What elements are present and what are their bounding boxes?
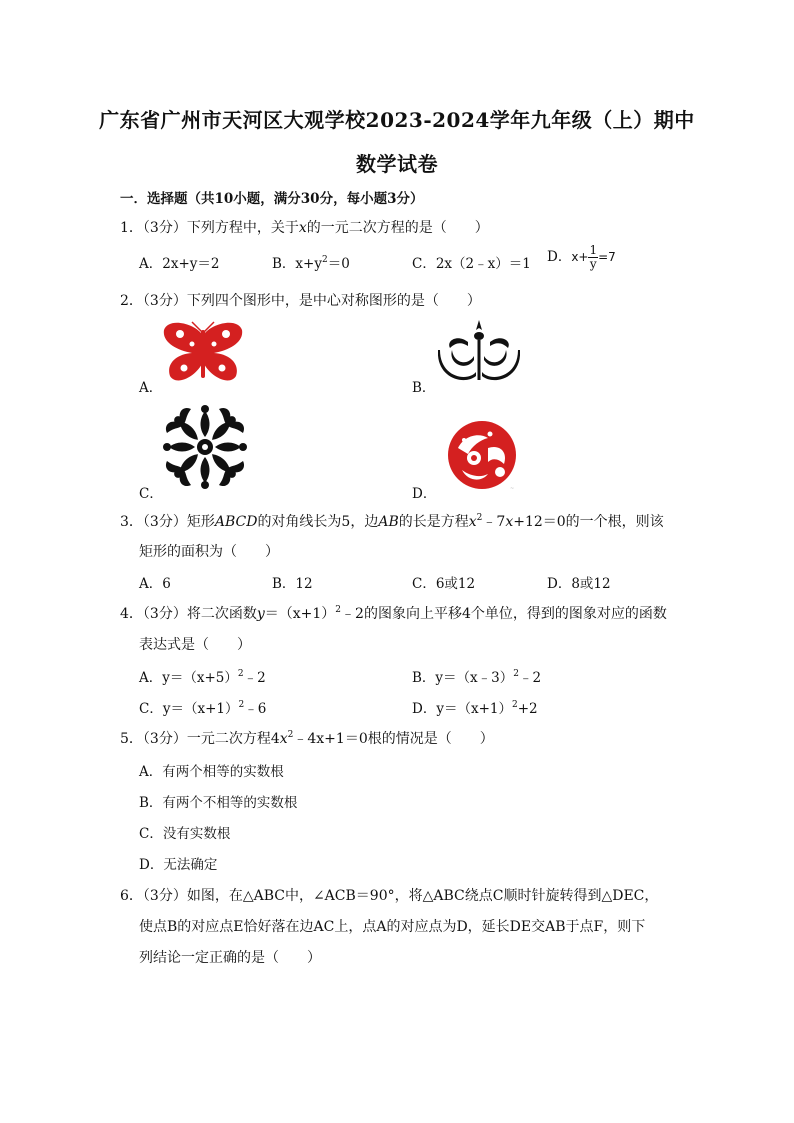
q2-option-d[interactable]: D． [412, 486, 437, 502]
q2-option-a[interactable]: A． [139, 380, 163, 396]
butterfly-figure[interactable] [162, 320, 244, 386]
q4-option-c[interactable]: C．$y=(x+1)^2﹣6$ [139, 700, 267, 717]
title-line-2: 数学试卷 [356, 152, 438, 176]
q2-option-b[interactable]: B． [412, 380, 436, 396]
q3-stem-line2: 矩形的面积为（ ） [139, 544, 279, 560]
ornament-figure[interactable] [438, 320, 520, 384]
q5-option-d[interactable]: D．无法确定 [139, 857, 218, 873]
q2-option-c[interactable]: C． [139, 486, 163, 502]
q5-stem: 5．（3分）一元二次方程$4x^2﹣4x+1=0$根的情况是（ ） [120, 730, 494, 747]
q1-option-d[interactable]: D．x+ $\frac{1}{y}$ =7 [547, 243, 616, 272]
q1-stem: 1．（3分）下列方程中，关于x的一元二次方程的是（ ） [120, 220, 489, 236]
q4-option-d[interactable]: D．$y=(x+1)^2+2$ [412, 700, 538, 717]
phoenix-figure[interactable] [444, 418, 524, 492]
q3-option-d[interactable]: D．8或12 [547, 576, 611, 592]
q6-stem-line1: 6．（3分）如图，在△ABC中，∠ACB＝90°，将△ABC绕点C顺时针旋转得到△DEC， [120, 888, 659, 904]
q4-option-a[interactable]: A．$y=(x+5)^2﹣2$ [139, 669, 266, 686]
q5-option-b[interactable]: B．有两个不相等的实数根 [139, 795, 298, 811]
q4-option-b[interactable]: B．y＝（x﹣3）$^2$﹣2 [412, 669, 542, 686]
q1-option-c[interactable]: C．2x（2﹣x）＝1 [412, 256, 531, 272]
q6-stem-line2: 使点B的对应点E恰好落在边AC上，点A的对应点为D，延长DE交AB于点F，则下 [139, 919, 646, 935]
snowflake-figure[interactable] [162, 404, 248, 490]
q3-option-b[interactable]: B．12 [272, 576, 313, 592]
q4-stem-line2: 表达式是（ ） [139, 637, 251, 653]
section-heading: 一．选择题（共10小题，满分30分，每小题3分） [120, 191, 424, 207]
svg-text:~: ~ [510, 486, 515, 492]
q5-option-c[interactable]: C．没有实数根 [139, 826, 231, 842]
q3-option-c[interactable]: C．6或12 [412, 576, 476, 592]
q4-stem: 4．（3分）将二次函数$y=(x+1)^2﹣2$的图象向上平移4个单位，得到的图象对应的函数 [120, 605, 667, 622]
q6-stem-line3: 列结论一定正确的是（ ） [139, 950, 321, 966]
q1-option-b[interactable]: B．$x+y^2=0$ [272, 255, 350, 272]
q3-option-a[interactable]: A．6 [139, 576, 171, 592]
q5-option-a[interactable]: A．有两个相等的实数根 [139, 764, 284, 780]
q1-option-a[interactable]: A．2x+y＝2 [139, 256, 220, 272]
q2-stem: 2．（3分）下列四个图形中，是中心对称图形的是（ ） [120, 293, 481, 309]
title-line-1: 广东省广州市天河区大观学校2023-2024学年九年级（上）期中 [99, 108, 695, 132]
q3-stem: 3．（3分）矩形ABCD的对角线长为5，边AB的长是方程$x^2﹣7x+12=0$的一个根，则该 [120, 513, 664, 530]
